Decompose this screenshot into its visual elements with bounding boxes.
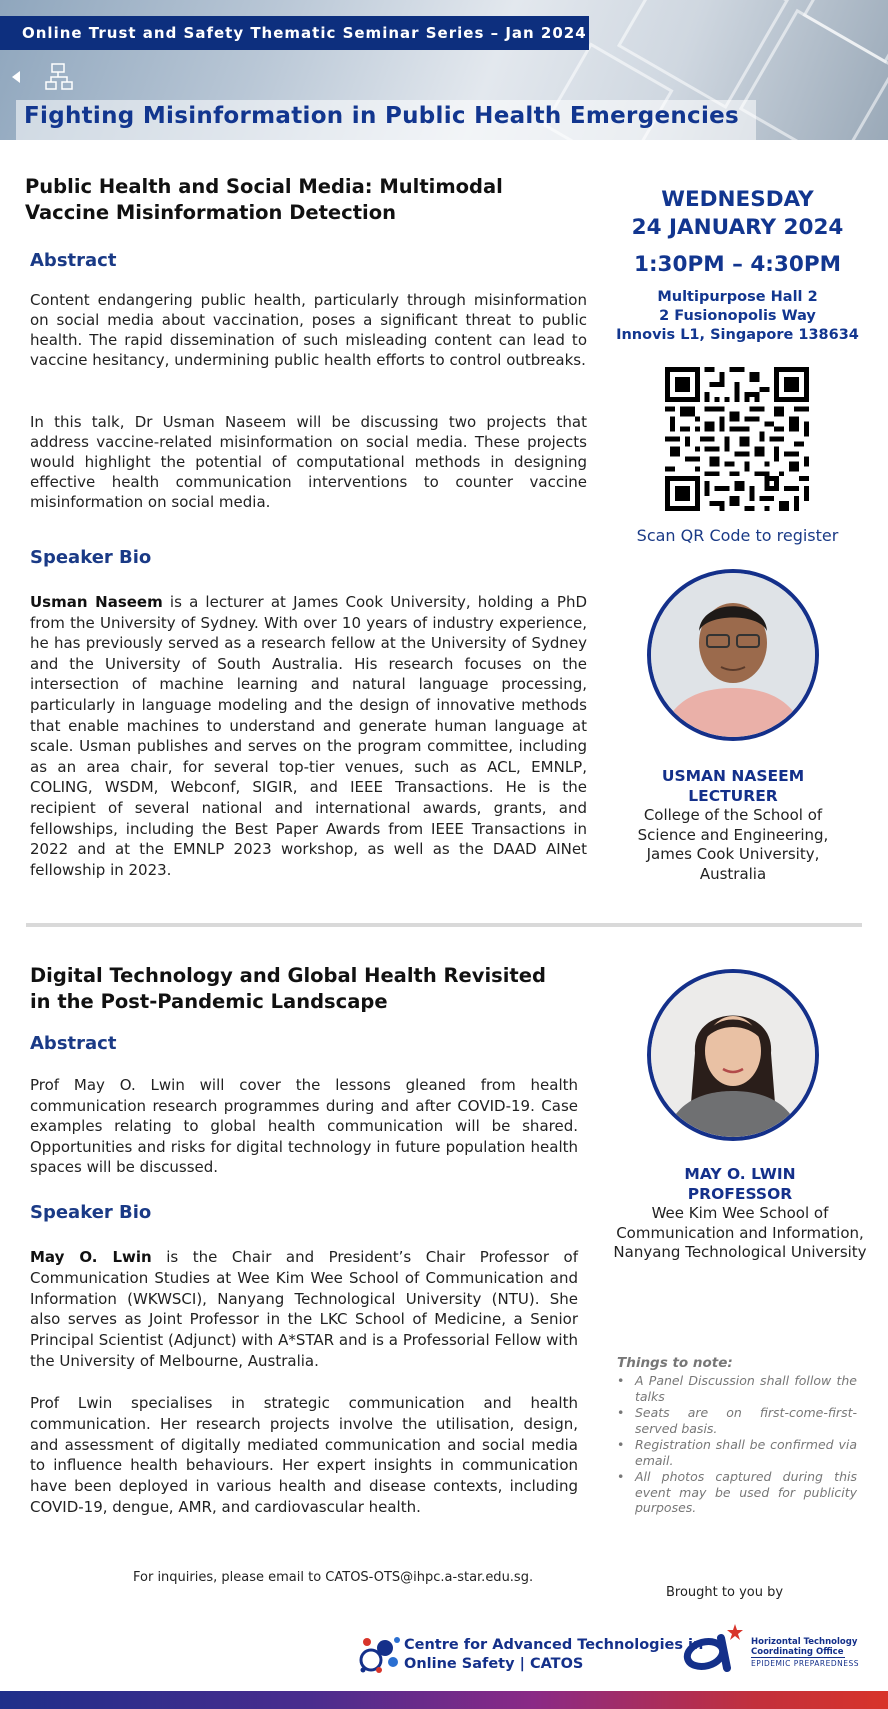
htco-line1: Horizontal Technology [751,1637,858,1647]
event-day: WEDNESDAY [661,187,814,212]
speaker2-role: PROFESSOR [687,1185,793,1203]
brought-by-label: Brought to you by [666,1585,784,1600]
speaker2-photo [647,969,819,1141]
catos-name [404,1636,703,1674]
talk1-abstract-heading: Abstract [30,250,117,271]
catos-line1: Centre for Advanced Technologies in [404,1637,704,1653]
venue-line3: Innovis L1, Singapore 138634 [616,327,859,343]
notes-list [617,1373,857,1517]
catos-line2: Online Safety | CATOS [404,1656,584,1672]
series-label: Online Trust and Safety Thematic Seminar Series – Jan 2024 [22,24,587,42]
talk1-bio-name: Usman Naseem [30,593,163,611]
venue-line2: 2 Fusionopolis Way [659,308,816,324]
note-item: • Seats are on first-come-first-served basis. [617,1405,857,1436]
talk2-bio-p2: Prof Lwin specialises in strategic communication and health communication. Her research projects involve the utilisation, design, and assessment of digitally mediated communication and social media to influence health behaviours. Her expert insights in communication have been deployed in various health and disease contexts, including COVID-19, dengue, AMR, and cardiovascular health. [30,1394,578,1516]
talk1-title: Public Health and Social Media: Multimodal Vaccine Misinformation Detection [25,175,503,224]
talk2-bio-text: is the Chair and President’s Chair Professor of Communication Studies at Wee Kim Wee School of Communication and Information (WKWSCI), Nanyang Technological University (NTU). She also serves as Joint Professor in the LKC School of Medicine, a Senior Principal Scientist (Adjunct) with A*STAR and is a Professorial Fellow with the University of Melbourne, Australia. [30,1248,578,1370]
speaker2-affiliation: Wee Kim Wee School of Communication and Information, Nanyang Technological University [613,1204,867,1261]
talk1-bio [30,592,587,880]
speaker1-name: USMAN NASEEM [661,767,805,785]
speaker2-name: MAY O. LWIN [684,1165,796,1183]
htco-logo-icon [681,1622,749,1672]
htco-line2: Coordinating Office [751,1647,844,1657]
seminar-title: Fighting Misinformation in Public Health Emergencies [24,103,740,129]
talk1-abstract-p2: In this talk, Dr Usman Naseem will be discussing two projects that address vaccine-related misinformation on social media. These projects would highlight the potential of computational methods in designing effective health communication interventions to counter vaccine misinformation on social media. [30,413,587,511]
htco-name [751,1637,857,1657]
section-divider [26,923,862,927]
talk2-bio-heading: Speaker Bio [30,1202,152,1223]
notes-heading: Things to note: [617,1355,733,1371]
speaker1-photo [647,569,819,741]
qr-code[interactable] [665,367,809,511]
note-item: • Registration shall be confirmed via email. [617,1437,857,1468]
inquiry-text[interactable]: For inquiries, please email to CATOS-OTS@ihpc.a-star.edu.sg. [133,1570,534,1585]
event-date: 24 JANUARY 2024 [631,215,844,240]
event-time: 1:30PM – 4:30PM [634,252,841,277]
network-icon [10,62,90,92]
speaker1-role: LECTURER [688,787,778,805]
catos-logo-icon [357,1630,403,1676]
speaker1-affiliation: College of the School of Science and Engineering, James Cook University, Australia [637,806,829,883]
venue-line1: Multipurpose Hall 2 [657,289,818,305]
talk1-bio-heading: Speaker Bio [30,547,152,568]
bottom-gradient-bar [0,1691,888,1709]
talk1-abstract-p1: Content endangering public health, particularly through misinformation on social media about vaccination, poses a significant threat to public health. The rapid dissemination of such misleading content can lead to vaccine hesitancy, undermining public health efforts to control outbreaks. [30,291,587,369]
talk2-abstract-heading: Abstract [30,1033,117,1054]
talk2-title: Digital Technology and Global Health Revisited in the Post-Pandemic Landscape [30,964,546,1013]
qr-label: Scan QR Code to register [636,526,839,545]
note-item: • A Panel Discussion shall follow the talks [617,1373,857,1404]
talk2-bio [30,1247,578,1372]
htco-rule [751,1657,845,1658]
htco-line3: EPIDEMIC PREPAREDNESS [751,1659,860,1668]
talk2-abstract-p1: Prof May O. Lwin will cover the lessons gleaned from health communication research programmes during and after COVID-19. Case examples relating to global health communication will be shared. Opportunities and risks for digital technology in future population health spaces will be discussed. [30,1076,578,1177]
note-item: • All photos captured during this event may be used for publicity purposes. [617,1469,857,1516]
talk1-bio-text: is a lecturer at James Cook University, holding a PhD from the University of Sydney. With over 10 years of industry experience, he has previously served as a research fellow at the University of Sydney and the University of South Australia. His research focuses on the intersection of machine learning and natural language processing, particularly in language modeling and the design of innovative methods that enable machines to understand and generate human language at scale. Usman publishes and serves on the program committee, including as an area chair, for several top-tier venues, such as ACL, EMNLP, COLING, WSDM, Webconf, SIGIR, and IEEE Transactions. He is the recipient of several national and international awards, grants, and fellowships, including the Best Paper Awards from IEEE Transactions in 2022 and at the EMNLP 2023 workshop, as well as the DAAD AINet fellowship in 2023. [30,593,588,879]
talk2-bio-name: May O. Lwin [30,1248,152,1266]
